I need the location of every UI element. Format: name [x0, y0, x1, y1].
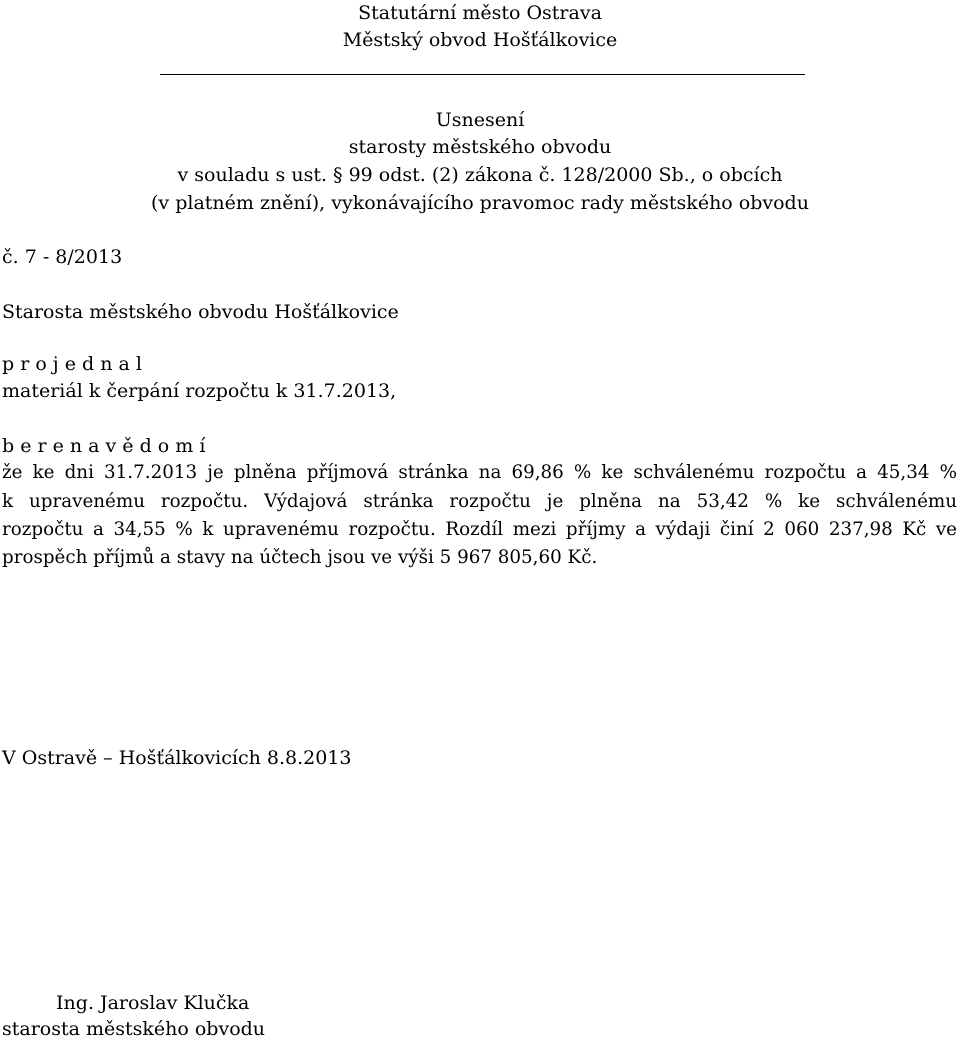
- discussed-keyword: p r o j e d n a l: [2, 353, 142, 375]
- header-city: Statutární město Ostrava: [358, 2, 602, 24]
- author-line: Starosta městského obvodu Hošťálkovice: [2, 301, 399, 323]
- discussed-text: materiál k čerpání rozpočtu k 31.7.2013,: [2, 380, 397, 402]
- header-district: Městský obvod Hošťálkovice: [342, 29, 618, 51]
- noted-keyword: b e r e n a v ě d o m í: [2, 435, 206, 457]
- noted-text-line-3: rozpočtu a 34,55 % k upravenému rozpočtu. Rozdíl mezi příjmy a výdaji činí 2 060 237,98 Kč ve: [2, 519, 957, 540]
- signature-name: Ing. Jaroslav Klučka: [56, 992, 250, 1014]
- resolution-number: č. 7 - 8/2013: [2, 246, 123, 268]
- signature-role: starosta městského obvodu: [2, 1018, 266, 1040]
- noted-text-line-2: k upravenému rozpočtu. Výdajová stránka rozpočtu je plněna na 53,42 % ke schválenému: [2, 491, 957, 512]
- title-authority: (v platném znění), vykonávajícího pravomoc rady městského obvodu: [151, 192, 809, 214]
- noted-text-line-4: prospěch příjmů a stavy na účtech jsou ve výši 5 967 805,60 Kč.: [2, 547, 598, 568]
- title-legal-basis: v souladu s ust. § 99 odst. (2) zákona č. 128/2000 Sb., o obcích: [177, 164, 783, 186]
- noted-text-line-1: že ke dni 31.7.2013 je plněna příjmová stránka na 69,86 % ke schválenému rozpočtu a 45,34 %: [2, 462, 957, 483]
- title-heading: Usnesení: [435, 109, 525, 131]
- header-divider: [160, 74, 805, 75]
- title-subheading: starosty městského obvodu: [348, 136, 612, 158]
- place-date: V Ostravě – Hošťálkovicích 8.8.2013: [2, 747, 352, 769]
